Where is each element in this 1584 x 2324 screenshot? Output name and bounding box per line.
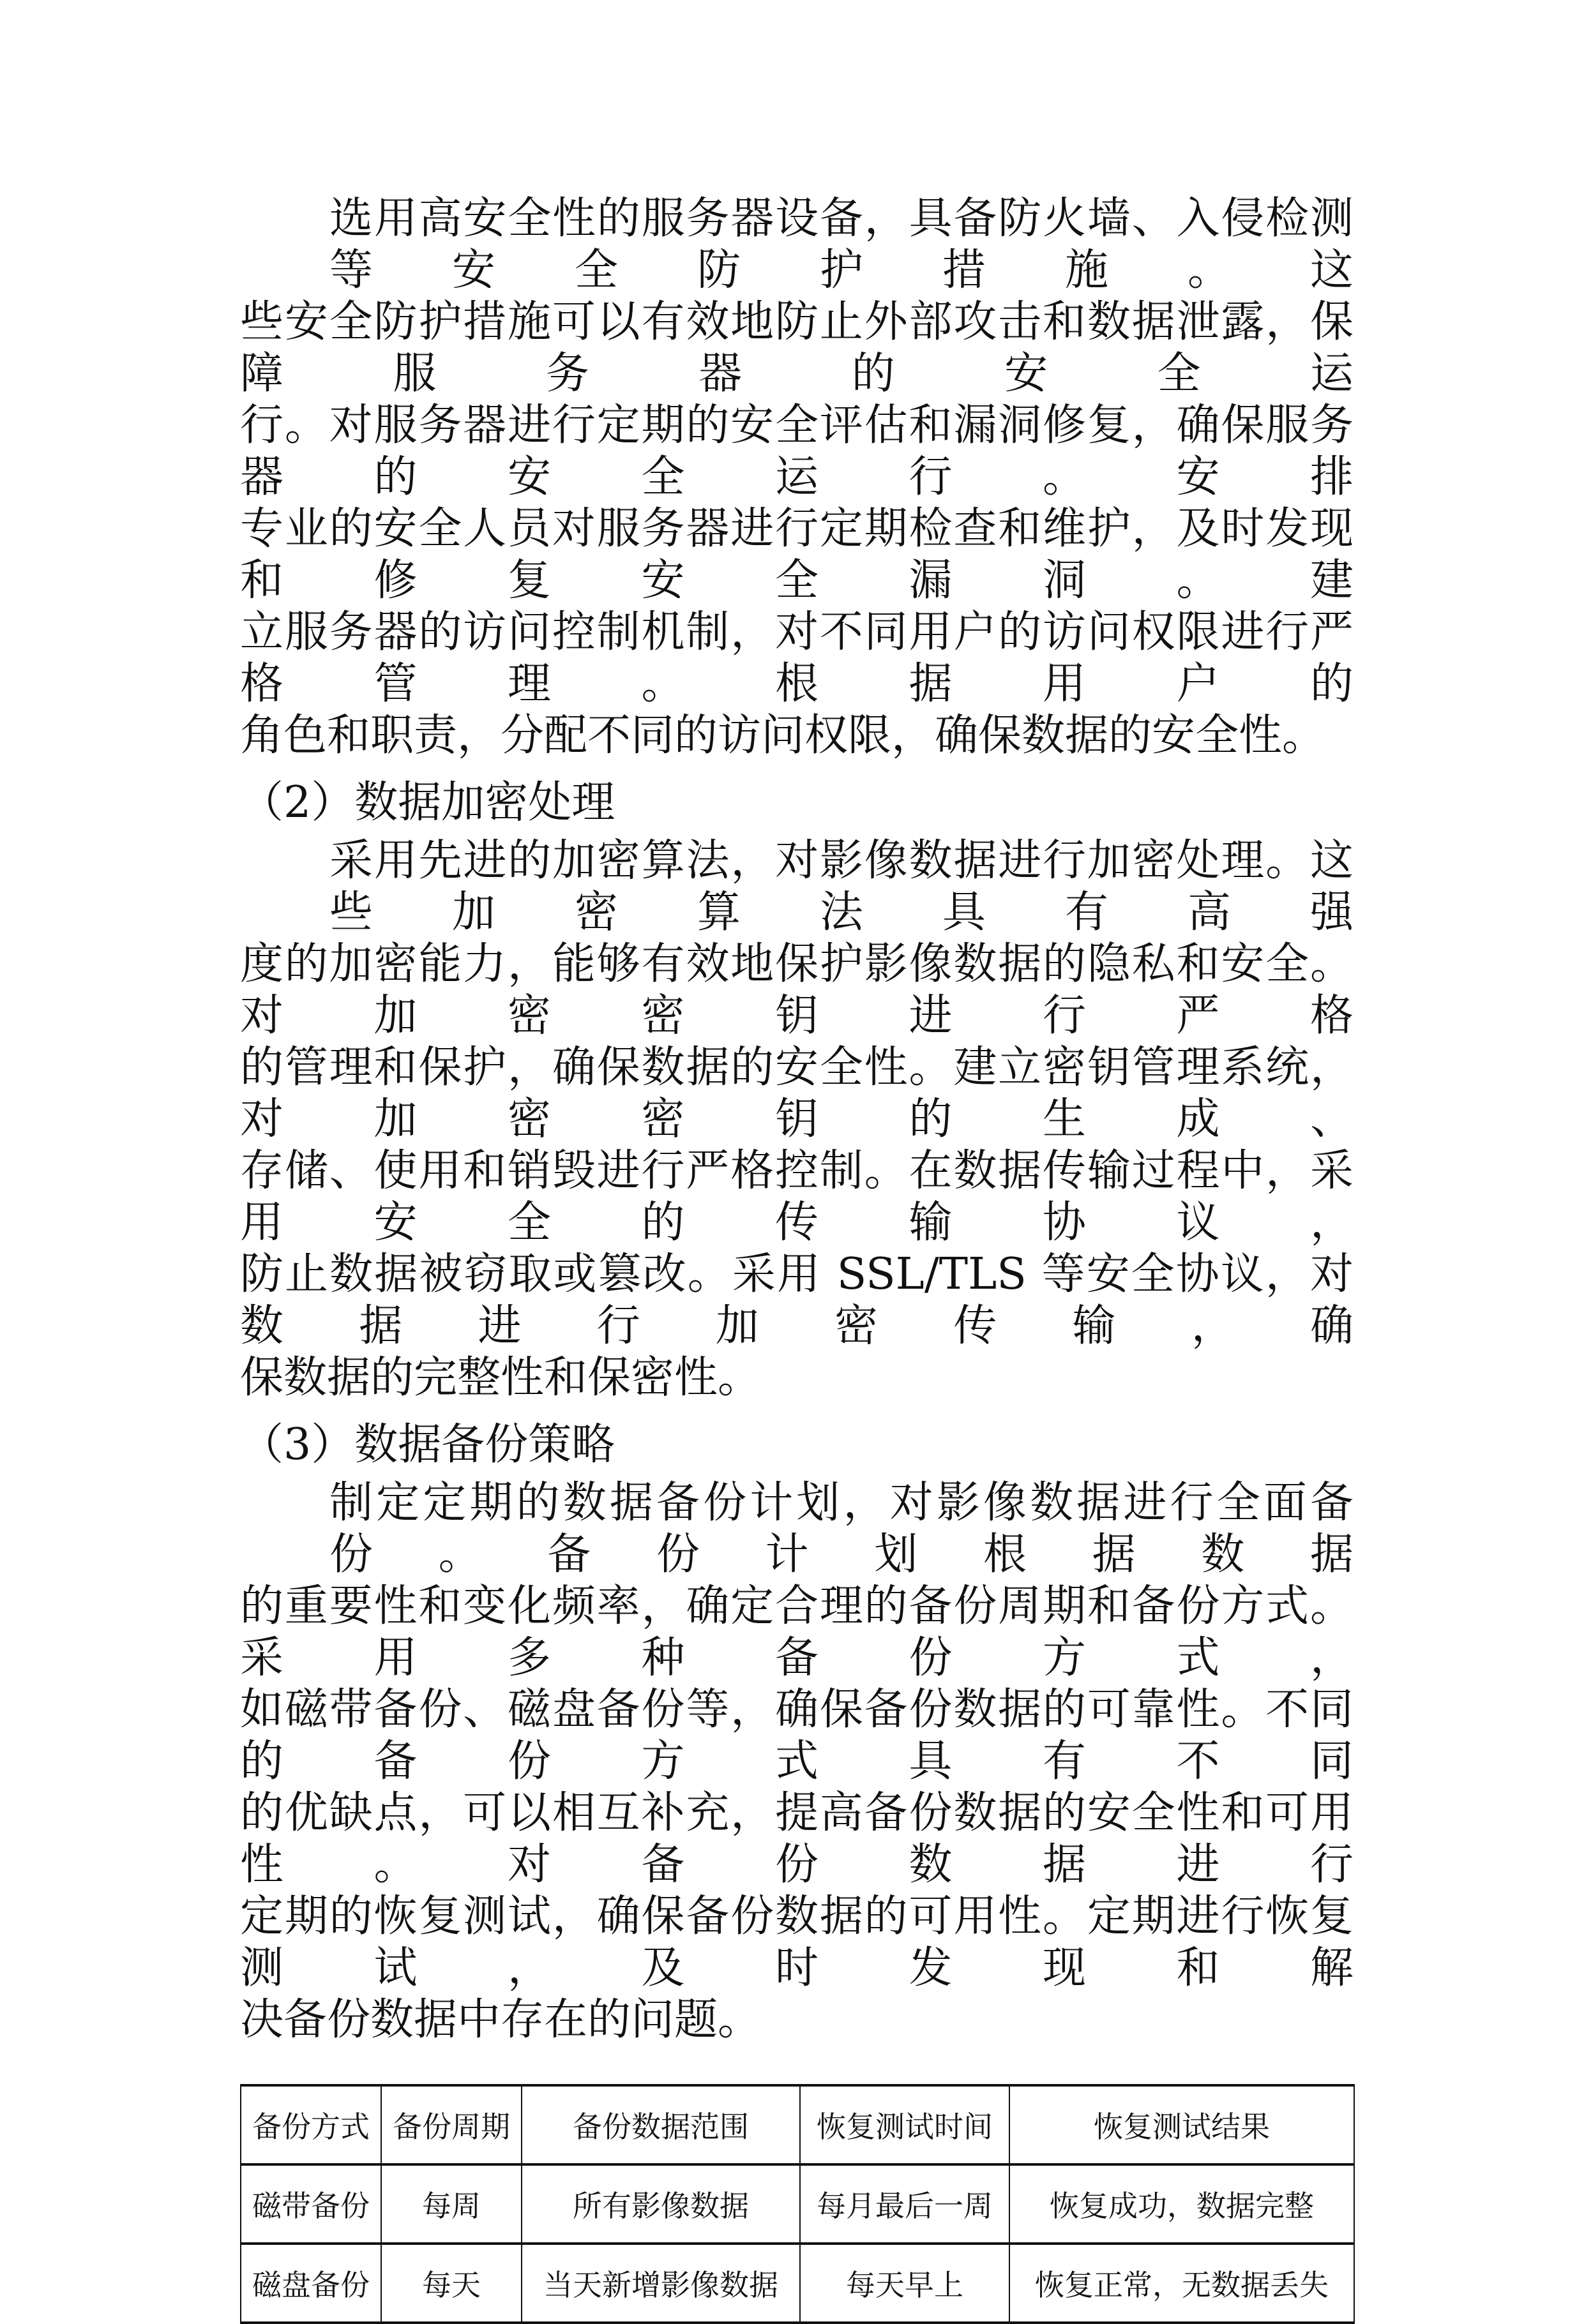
table-cell: 每月最后一周 [800,2164,1009,2244]
text-line: 的管理和保护，确保数据的安全性。建立密钥管理系统，对加密密钥的生成、 [240,1042,1354,1144]
table-header-cell: 备份数据范围 [522,2085,800,2164]
table-cell: 当天新增影像数据 [522,2244,800,2323]
table-row [241,2164,1354,2244]
table-cell: 磁盘备份 [241,2244,381,2323]
text-line: 立服务器的访问控制机制，对不同用户的访问权限进行严格管理。根据用户的 [240,607,1354,709]
text-line: 防止数据被窃取或篡改。采用 SSL/TLS 等安全协议，对数据进行加密传输，确 [240,1249,1354,1351]
table-header-cell: 恢复测试时间 [800,2085,1009,2164]
text-line: 存储、使用和销毁进行严格控制。在数据传输过程中，采用安全的传输协议， [240,1146,1354,1248]
paragraph-backup [240,1477,1354,2046]
text-line: 选用高安全性的服务器设备，具备防火墙、入侵检测等安全防护措施。这 [329,193,1354,296]
table-header-cell: 恢复测试结果 [1009,2085,1354,2164]
text-line: 决备份数据中存在的问题。 [240,1995,762,2045]
table-cell: 恢复成功，数据完整 [1009,2164,1354,2244]
text-line: 角色和职责，分配不同的访问权限，确保数据的安全性。 [240,710,1326,761]
section-heading-backup: （3）数据备份策略 [240,1420,615,1470]
table-cell: 每天早上 [800,2244,1009,2323]
section-heading-encryption: （2）数据加密处理 [240,777,615,828]
text-line: 采用先进的加密算法，对影像数据进行加密处理。这些加密算法具有高强 [329,836,1354,938]
text-line: 制定定期的数据备份计划，对影像数据进行全面备份。备份计划根据数据 [329,1478,1354,1580]
backup-strategy-table [240,2084,1355,2324]
text-line: 保数据的完整性和保密性。 [240,1353,762,1403]
table-cell: 每周 [381,2164,522,2244]
paragraph-encryption [240,835,1354,1404]
text-line: 如磁带备份、磁盘备份等，确保备份数据的可靠性。不同的备份方式具有不同 [240,1684,1354,1787]
text-line: 的重要性和变化频率，确定合理的备份周期和备份方式。采用多种备份方式， [240,1581,1354,1683]
text-line: 定期的恢复测试，确保备份数据的可用性。定期进行恢复测试，及时发现和解 [240,1891,1354,1993]
text-line: 度的加密能力，能够有效地保护影像数据的隐私和安全。对加密密钥进行严格 [240,939,1354,1041]
table-cell: 每天 [381,2244,522,2323]
table-row [241,2244,1354,2323]
document-page [240,193,1354,2324]
table-header-row [241,2085,1354,2164]
text-line: 专业的安全人员对服务器进行定期检查和维护，及时发现和修复安全漏洞。建 [240,504,1354,606]
table-cell: 所有影像数据 [522,2164,800,2244]
table-header-cell: 备份周期 [381,2085,522,2164]
paragraph-server-security [240,193,1354,761]
text-line: 行。对服务器进行定期的安全评估和漏洞修复，确保服务器的安全运行。安排 [240,400,1354,502]
table-header-cell: 备份方式 [241,2085,381,2164]
text-line: 些安全防护措施可以有效地防止外部攻击和数据泄露，保障服务器的安全运 [240,297,1354,399]
table-cell: 磁带备份 [241,2164,381,2244]
table-cell: 恢复正常，无数据丢失 [1009,2244,1354,2323]
text-line: 的优缺点，可以相互补充，提高备份数据的安全性和可用性。对备份数据进行 [240,1788,1354,1890]
